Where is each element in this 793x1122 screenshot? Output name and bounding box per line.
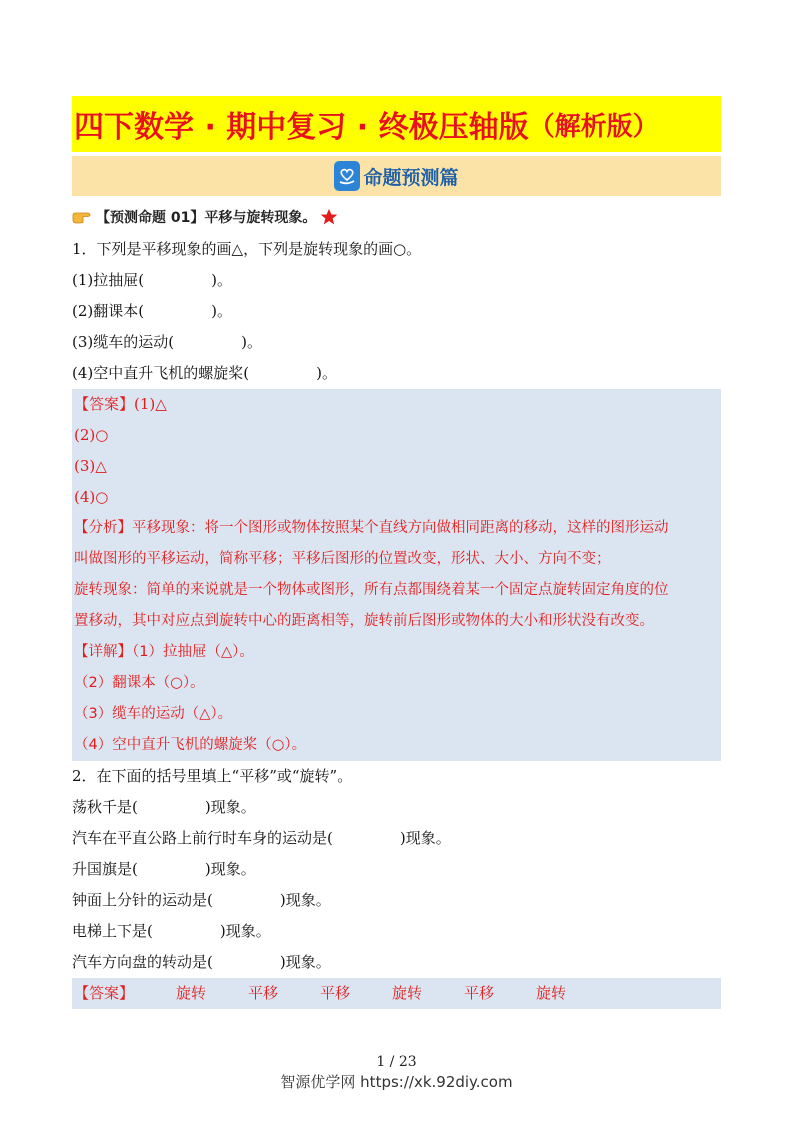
detail-line: （3）缆车的运动（△）。 <box>74 706 233 722</box>
question-1-item: (1)拉抽屉( )。 <box>72 271 232 289</box>
detail-line: （2）翻课本（○）。 <box>74 675 205 691</box>
answer-line: (4)○ <box>74 488 109 506</box>
document-title-suffix: （解析版） <box>528 111 659 142</box>
answer-line: (2)○ <box>74 426 109 444</box>
star-icon <box>320 208 338 226</box>
pointing-hand-icon <box>72 210 94 224</box>
analysis-line: 【分析】平移现象：将一个图形或物体按照某个直线方向做相同距离的移动，这样的图形运动 <box>74 520 669 536</box>
answer-line: 【答案】(1)△ <box>74 395 167 413</box>
section-banner <box>72 156 721 196</box>
answer-value: 旋转 <box>392 984 423 1002</box>
analysis-line: 旋转现象：简单的来说就是一个物体或图形，所有点都围绕着某一个固定点旋转固定角度的位 <box>74 582 669 598</box>
heart-hand-icon <box>334 161 360 191</box>
question-1-item: (3)缆车的运动( )。 <box>72 333 262 351</box>
question-2-item: 荡秋千是( )现象。 <box>72 798 256 816</box>
topic-label: 【预测命题 01】平移与旋转现象。 <box>96 210 317 226</box>
page-number: 1 / 23 <box>376 1054 417 1070</box>
topic-heading <box>72 206 721 228</box>
question-2-item: 钟面上分针的运动是( )现象。 <box>72 891 331 909</box>
question-1-item: (4)空中直升飞机的螺旋桨( )。 <box>72 364 337 382</box>
site-watermark: 智源优学网 https://xk.92diy.com <box>280 1073 513 1091</box>
section-banner-label: 命题预测篇 <box>363 166 459 189</box>
answer-line: (3)△ <box>74 457 107 475</box>
question-2-item: 汽车在平直公路上前行时车身的运动是( )现象。 <box>72 829 451 847</box>
answer-value: 平移 <box>320 984 351 1002</box>
answer-value: 平移 <box>248 984 279 1002</box>
question-2-item: 电梯上下是( )现象。 <box>72 922 271 940</box>
question-2-answer-row <box>72 978 721 1009</box>
question-1-answer-box <box>72 389 721 761</box>
analysis-line: 置移动，其中对应点到旋转中心的距离相等，旋转前后图形或物体的大小和形状没有改变。 <box>74 613 654 629</box>
detail-line: 【详解】（1）拉抽屉（△）。 <box>74 644 254 660</box>
title-bar <box>72 96 721 152</box>
question-2-item: 汽车方向盘的转动是( )现象。 <box>72 953 331 971</box>
analysis-line: 叫做图形的平移运动，简称平移；平移后图形的位置改变，形状、大小、方向不变； <box>74 551 611 567</box>
answer-label: 【答案】 <box>74 984 135 1002</box>
question-2-item: 升国旗是( )现象。 <box>72 860 256 878</box>
document-page <box>72 96 721 1009</box>
answer-value: 平移 <box>464 984 495 1002</box>
question-1-stem: 1．下列是平移现象的画△，下列是旋转现象的画○。 <box>72 240 422 258</box>
answer-value: 旋转 <box>176 984 207 1002</box>
document-title: 四下数学 · 期中复习 · 终极压轴版 <box>74 110 529 145</box>
answer-value: 旋转 <box>536 984 567 1002</box>
question-1-item: (2)翻课本( )。 <box>72 302 232 320</box>
question-2-stem: 2．在下面的括号里填上“平移”或“旋转”。 <box>72 767 353 785</box>
detail-line: （4）空中直升飞机的螺旋桨（○）。 <box>74 737 307 753</box>
